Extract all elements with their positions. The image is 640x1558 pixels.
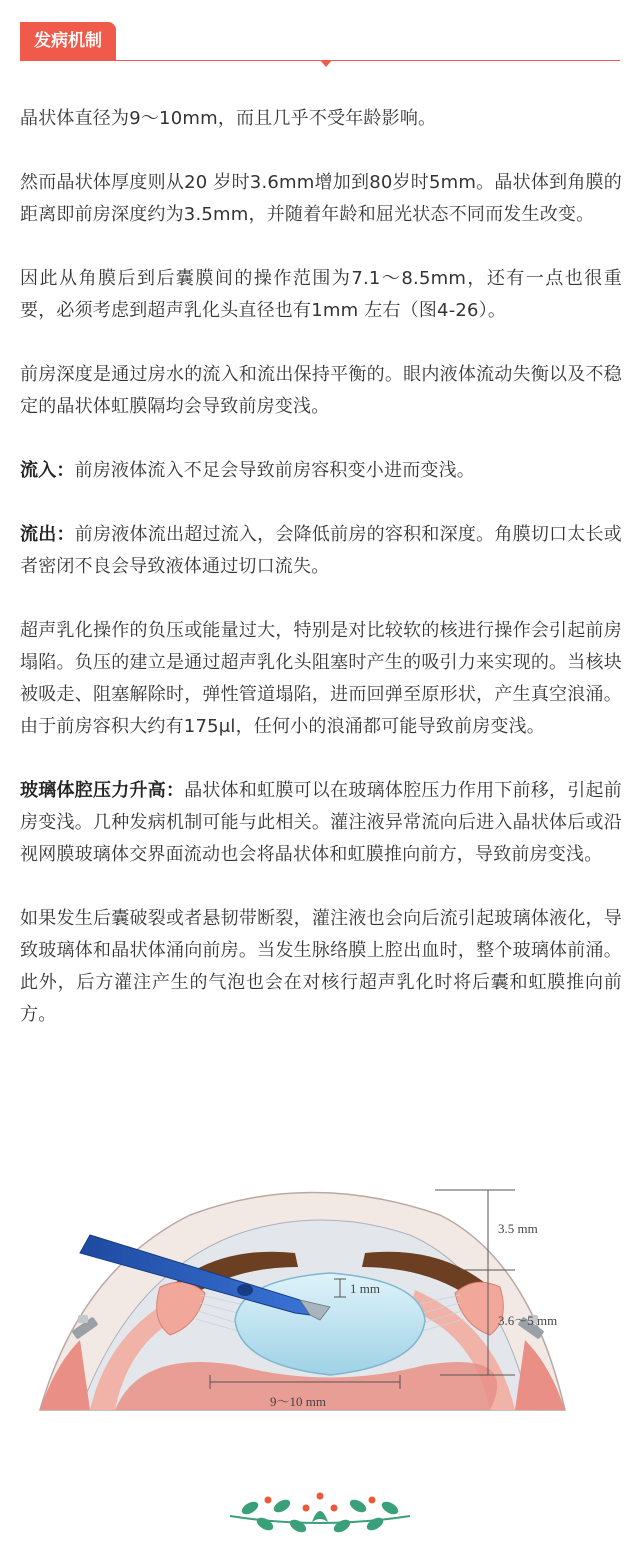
outflow-lead: 流出： bbox=[20, 524, 75, 545]
article-body bbox=[20, 103, 622, 1063]
footer-decoration bbox=[220, 1478, 420, 1538]
label-probe: 1 mm bbox=[350, 1281, 380, 1296]
label-ac-depth: 3.5 mm bbox=[498, 1221, 538, 1236]
section-title: 发病机制 bbox=[20, 22, 116, 60]
paragraph-operating-range: 因此从角膜后到后囊膜间的操作范围为7.1～8.5mm，还有一点也很重要，必须考虑到超声乳化头直径也有1mm 左右（图4-26）。 bbox=[20, 268, 622, 321]
paragraph-outflow: 流出：前房液体流出超过流入，会降低前房的容积和深度。角膜切口太长或者密闭不良会导致液体通过切口流失。 bbox=[20, 524, 622, 577]
header-caret-icon bbox=[320, 60, 332, 67]
paragraph-lens-thickness: 然而晶状体厚度则从20 岁时3.6mm增加到80岁时5mm。晶状体到角膜的距离即前房深度约为3.5mm，并随着年龄和屈光状态不同而发生改变。 bbox=[20, 172, 622, 225]
inflow-lead: 流入： bbox=[20, 460, 75, 481]
paragraph-vitreous-pressure: 玻璃体腔压力升高：晶状体和虹膜可以在玻璃体腔压力作用下前移，引起前房变浅。几种发病机制可能与此相关。灌注液异常流向后进入晶状体后或沿视网膜玻璃体交界面流动也会将晶状体和虹膜推向前方，导致前房变浅。 bbox=[20, 780, 622, 865]
paragraph-inflow: 流入：前房液体流入不足会导致前房容积变小进而变浅。 bbox=[20, 460, 476, 481]
section-header bbox=[20, 22, 620, 62]
label-lens-thickness: 3.6～5 mm bbox=[498, 1313, 558, 1328]
paragraph-lens-diameter: 晶状体直径为9～10mm，而且几乎不受年龄影响。 bbox=[20, 108, 437, 129]
paragraph-capsule-rupture: 如果发生后囊破裂或者悬韧带断裂，灌注液也会向后流引起玻璃体液化，导致玻璃体和晶状体涌向前房。当发生脉络膜上腔出血时，整个玻璃体前涌。此外，后方灌注产生的气泡也会在对核行超声乳化时将后囊和虹膜推向前方。 bbox=[20, 908, 622, 1025]
eye-cross-section-figure bbox=[20, 1175, 620, 1415]
eye-diagram bbox=[20, 1175, 620, 1415]
label-lens-diameter: 9～10 mm bbox=[270, 1394, 326, 1409]
paragraph-surge: 超声乳化操作的负压或能量过大，特别是对比较软的核进行操作会引起前房塌陷。负压的建立是通过超声乳化头阻塞时产生的吸引力来实现的。当核块被吸走、阻塞解除时，弹性管道塌陷，进而回弹至原形状，产生真空浪涌。由于前房容积大约有175μl，任何小的浪涌都可能导致前房变浅。 bbox=[20, 620, 622, 737]
vitreous-pressure-lead: 玻璃体腔压力升高： bbox=[20, 780, 185, 801]
berry-branch-icon bbox=[220, 1478, 420, 1538]
paragraph-aqueous-balance: 前房深度是通过房水的流入和流出保持平衡的。眼内液体流动失衡以及不稳定的晶状体虹膜隔均会导致前房变浅。 bbox=[20, 364, 622, 417]
